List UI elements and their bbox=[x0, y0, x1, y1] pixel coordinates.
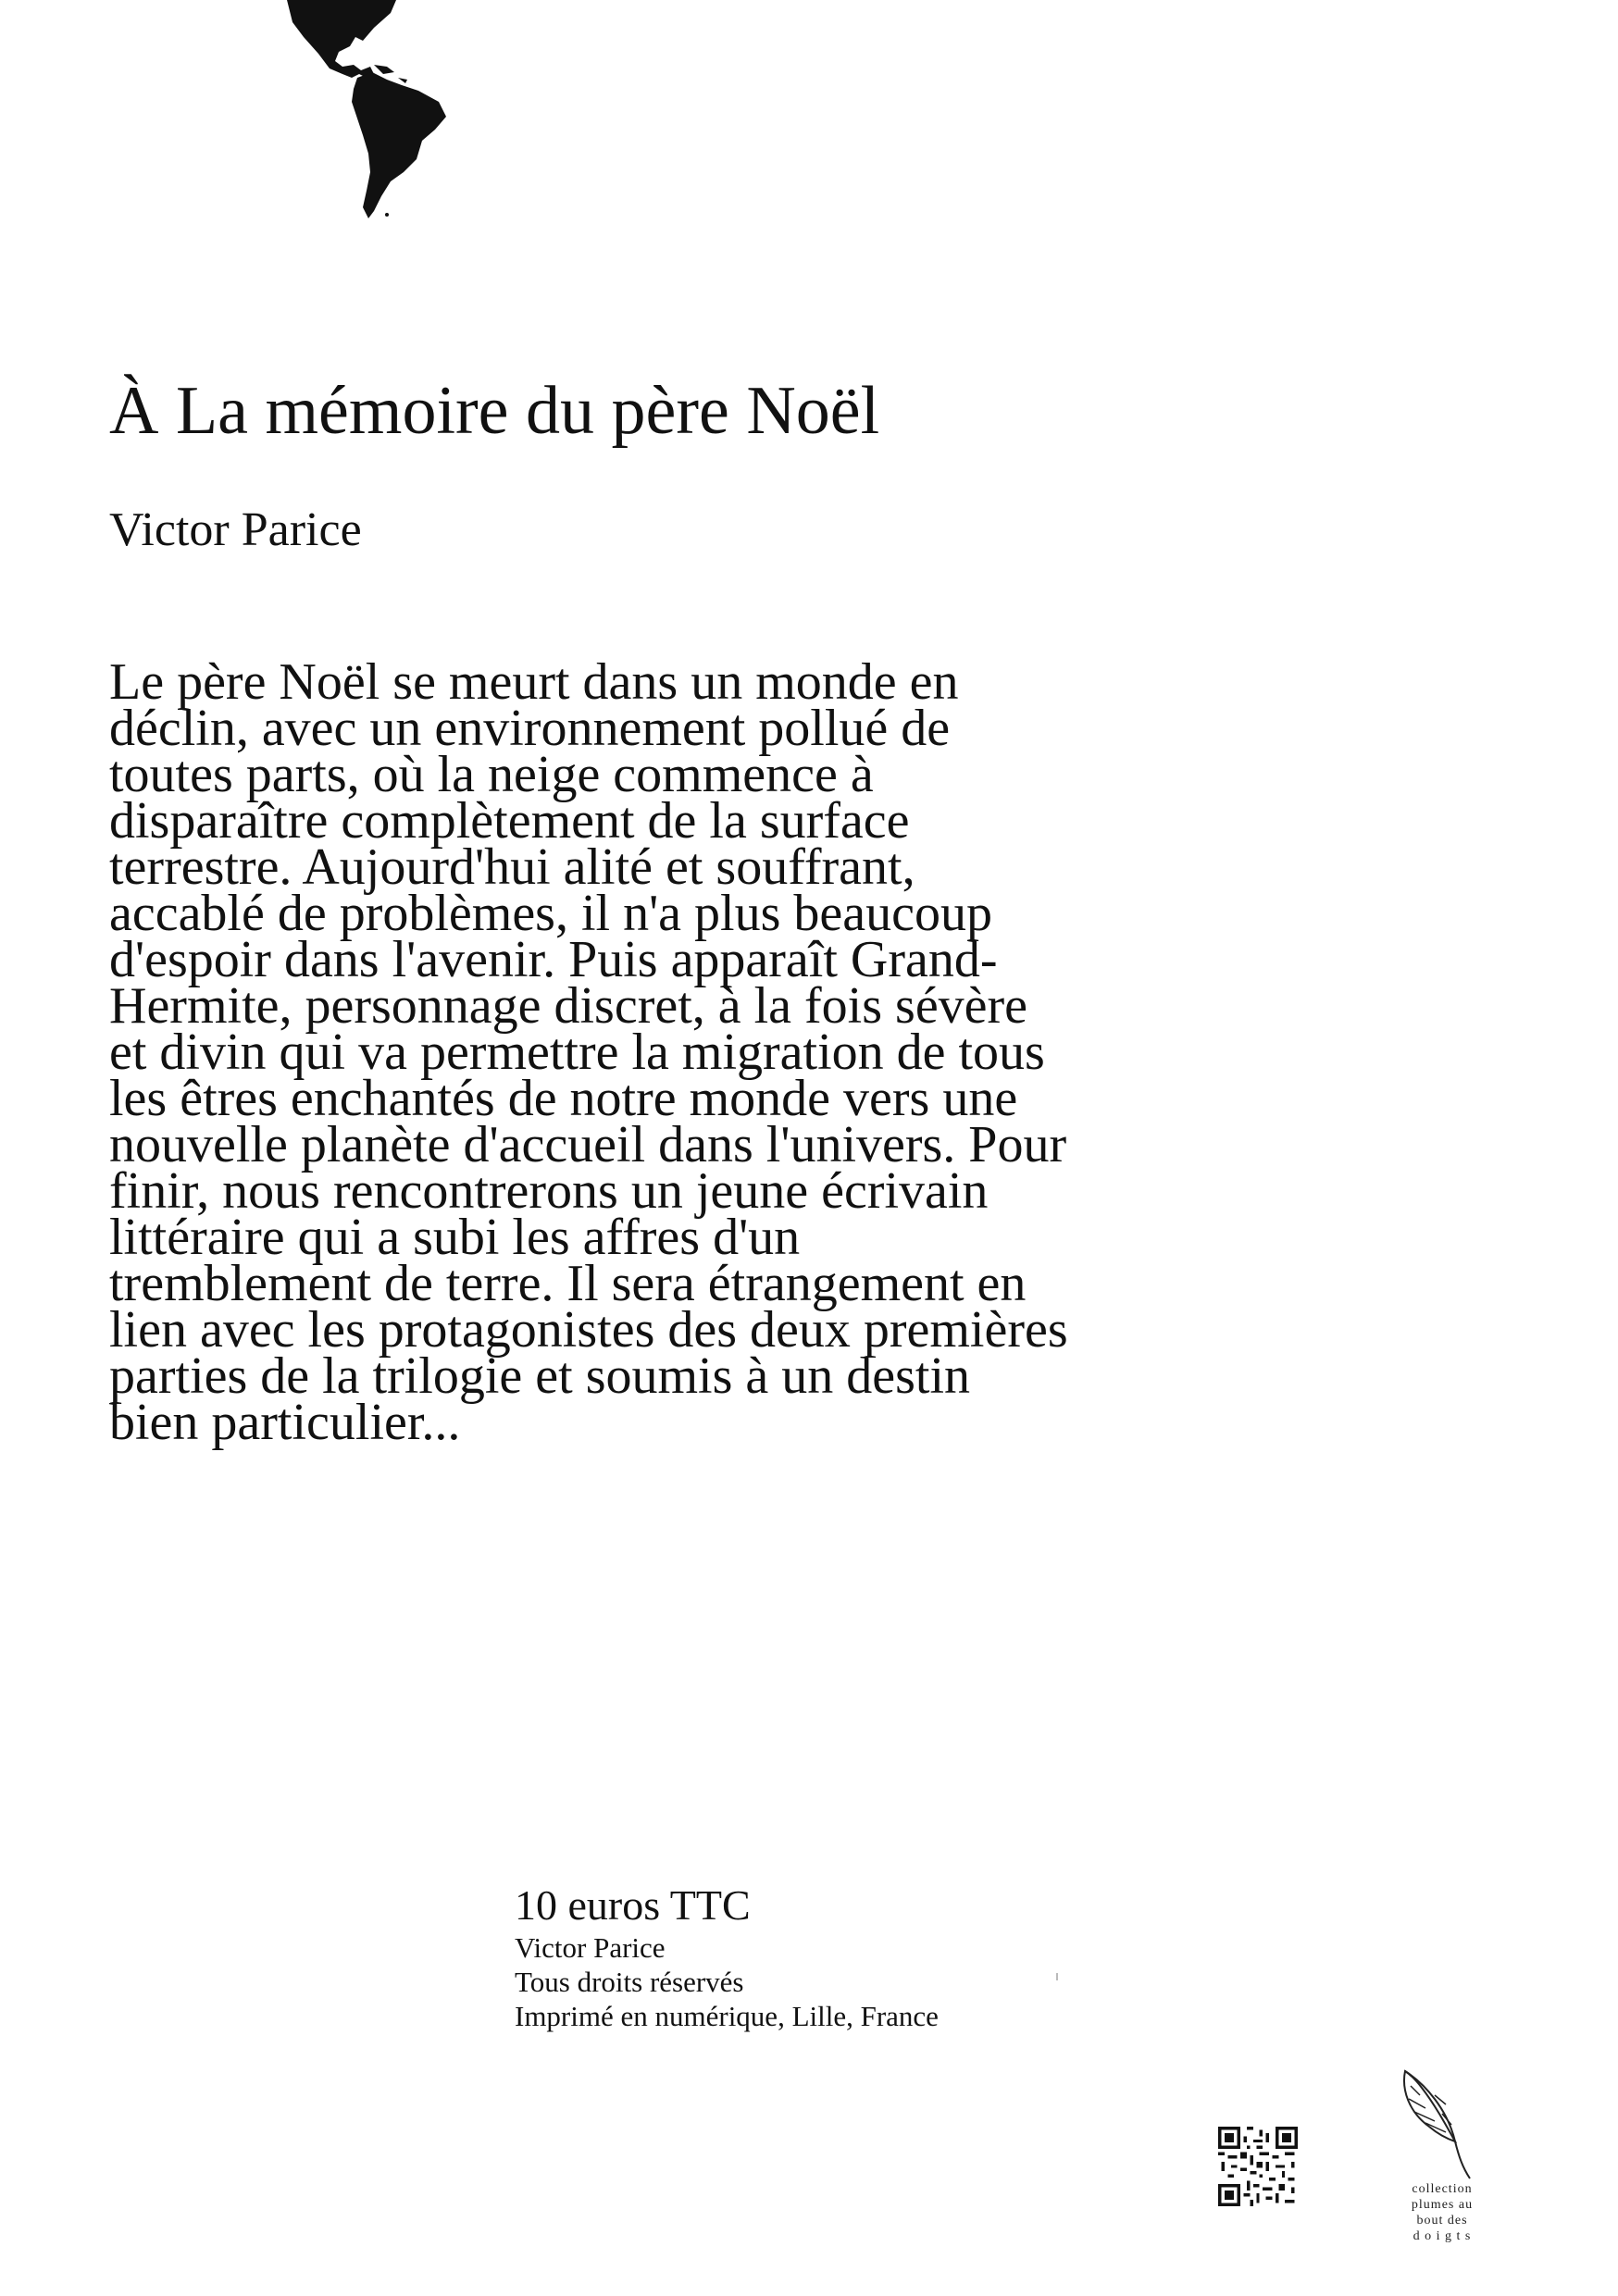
blurb-line: nouvelle planète d'accueil dans l'univers. Pour bbox=[109, 1116, 1067, 1173]
price: 10 euros TTC bbox=[515, 1881, 751, 1929]
book-author: Victor Parice bbox=[109, 503, 362, 556]
blurb-line: accablé de problèmes, il n'a plus beaucoup bbox=[109, 885, 992, 942]
blurb-line: tremblement de terre. Il sera étrangement en bbox=[109, 1255, 1027, 1312]
blurb-line: finir, nous rencontrerons un jeune écrivain bbox=[109, 1162, 989, 1220]
americas-map-icon bbox=[278, 0, 481, 222]
collection-line: d o i g t s bbox=[1413, 2229, 1472, 2243]
blurb-line: lien avec les protagonistes des deux premières bbox=[109, 1301, 1068, 1359]
blurb-line: Hermite, personnage discret, à la fois sévère bbox=[109, 977, 1028, 1035]
print-location: Imprimé en numérique, Lille, France bbox=[515, 2000, 939, 2032]
rights-notice: Tous droits réservés bbox=[515, 1966, 744, 1998]
stray-mark bbox=[1056, 1973, 1058, 1980]
quill-icon bbox=[1398, 2067, 1475, 2182]
blurb-line: parties de la trilogie et soumis à un destin bbox=[109, 1347, 971, 1405]
imprint-author: Victor Parice bbox=[515, 1931, 666, 1964]
blurb-line: disparaître complètement de la surface bbox=[109, 792, 910, 850]
blurb-line: d'espoir dans l'avenir. Puis apparaît Grand- bbox=[109, 931, 998, 988]
qr-code-icon bbox=[1218, 2127, 1298, 2206]
blurb-line: littéraire qui a subi les affres d'un bbox=[109, 1209, 801, 1266]
blurb-line: déclin, avec un environnement pollué de bbox=[109, 700, 951, 757]
book-blurb bbox=[109, 653, 1257, 1451]
collection-line: collection bbox=[1412, 2182, 1473, 2196]
collection-line: bout des bbox=[1416, 2214, 1468, 2228]
blurb-line: bien particulier... bbox=[109, 1394, 461, 1451]
blurb-line: toutes parts, où la neige commence à bbox=[109, 746, 874, 803]
collection-logo-text bbox=[1396, 2181, 1488, 2244]
collection-line: plumes au bbox=[1411, 2198, 1474, 2212]
blurb-line: Le père Noël se meurt dans un monde en bbox=[109, 653, 959, 711]
blurb-line: terrestre. Aujourd'hui alité et souffrant, bbox=[109, 838, 915, 896]
blurb-line: et divin qui va permettre la migration de tous bbox=[109, 1024, 1045, 1081]
book-title: À La mémoire du père Noël bbox=[109, 373, 880, 449]
imprint-block bbox=[515, 1880, 939, 2033]
blurb-line: les êtres enchantés de notre monde vers une bbox=[109, 1070, 1018, 1127]
